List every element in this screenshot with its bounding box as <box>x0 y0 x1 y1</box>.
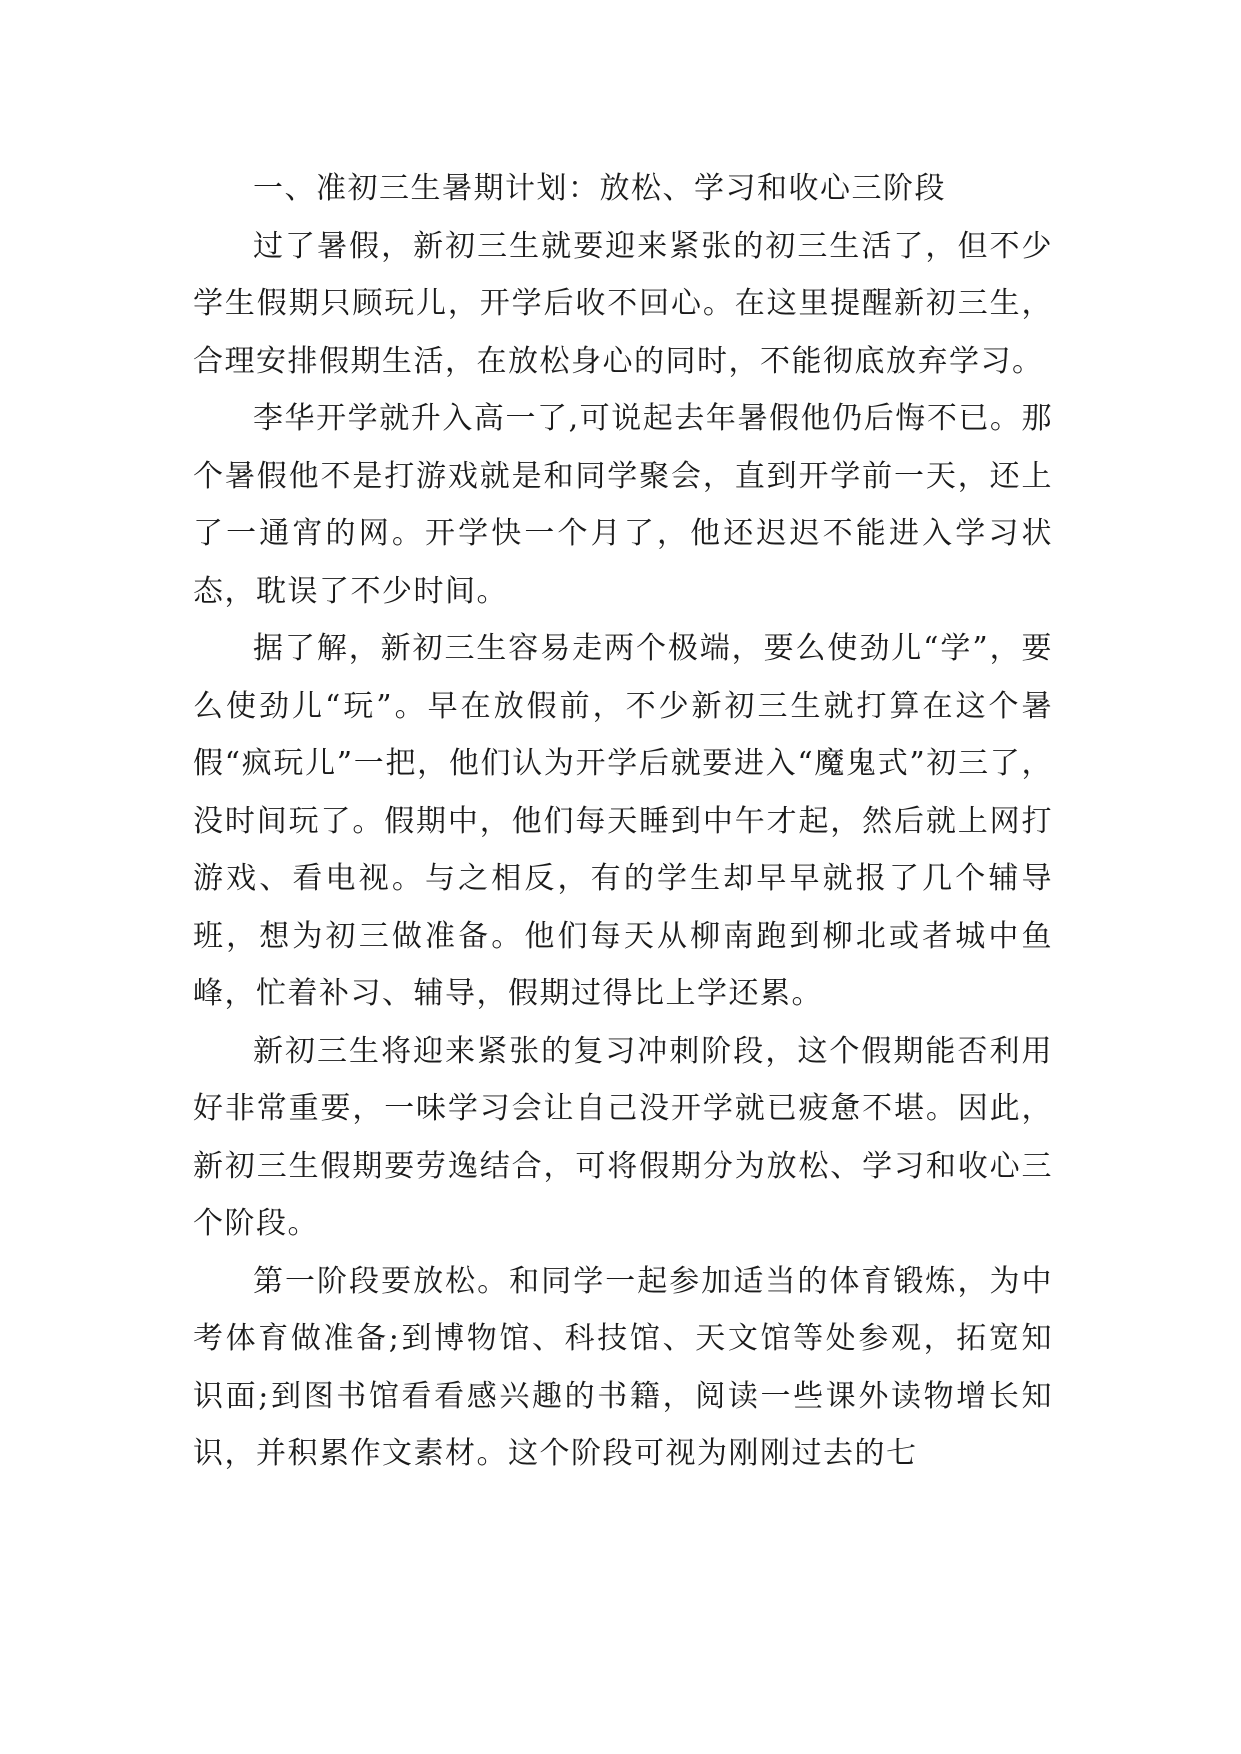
paragraph-1: 过了暑假，新初三生就要迎来紧张的初三生活了，但不少学生假期只顾玩儿，开学后收不回心。在这里提醒新初三生，合理安排假期生活，在放松身心的同时，不能彻底放弃学习。 <box>193 228 1053 379</box>
paragraph-4: 新初三生将迎来紧张的复习冲刺阶段，这个假期能否利用好非常重要，一味学习会让自己没开学就已疲惫不堪。因此，新初三生假期要劳逸结合，可将假期分为放松、学习和收心三个阶段。 <box>193 1033 1053 1241</box>
paragraph-5: 第一阶段要放松。和同学一起参加适当的体育锻炼，为中考体育做准备;到博物馆、科技馆、天文馆等处参观，拓宽知识面;到图书馆看看感兴趣的书籍，阅读一些课外读物增长知识，并积累作文素材。这个阶段可视为刚刚过去的七 <box>193 1263 1053 1471</box>
paragraph-2: 李华开学就升入高一了,可说起去年暑假他仍后悔不已。那个暑假他不是打游戏就是和同学聚会，直到开学前一天，还上了一通宵的网。开学快一个月了，他还迟迟不能进入学习状态，耽误了不少时间。 <box>193 401 1053 609</box>
document-body <box>193 160 1053 1483</box>
section-heading: 一、准初三生暑期计划：放松、学习和收心三阶段 <box>253 171 946 206</box>
paragraph-3: 据了解，新初三生容易走两个极端，要么使劲儿“学”，要么使劲儿“玩”。早在放假前，不少新初三生就打算在这个暑假“疯玩儿”一把，他们认为开学后就要进入“魔鬼式”初三了，没时间玩了。假期中，他们每天睡到中午才起，然后就上网打游戏、看电视。与之相反，有的学生却早早就报了几个辅导班，想为初三做准备。他们每天从柳南跑到柳北或者城中鱼峰，忙着补习、辅导，假期过得比上学还累。 <box>193 631 1053 1011</box>
